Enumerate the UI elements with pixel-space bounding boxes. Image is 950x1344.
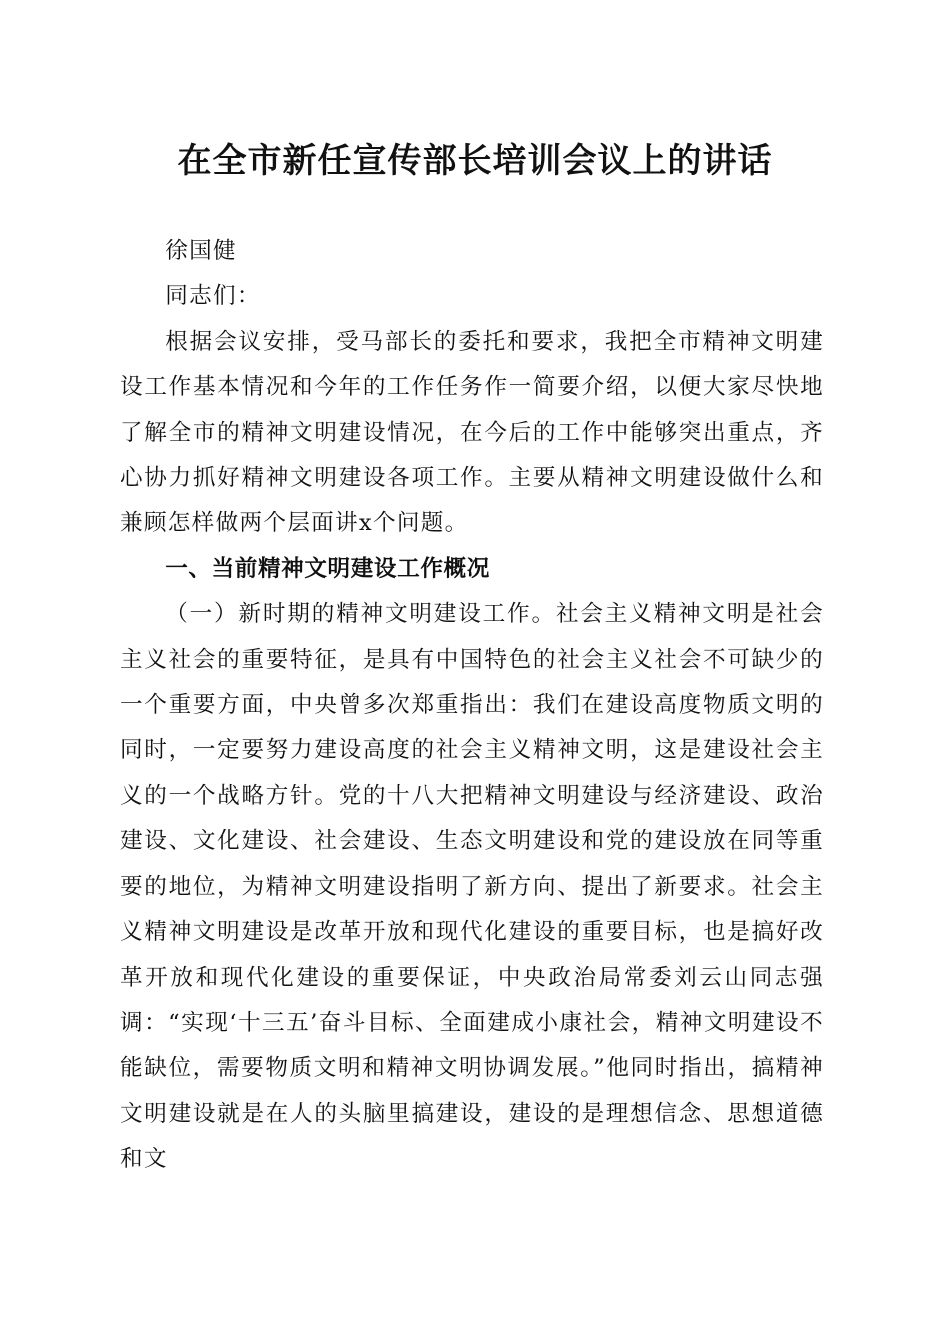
salutation: 同志们： <box>165 283 261 310</box>
intro-paragraph: 根据会议安排，受马部长的委托和要求，我把全市精神文明建设工作基本情况和今年的工作任务作一简要介绍，以便大家尽快地了解全市的精神文明建设情况，在今后的工作中能够突出重点，齐心协力抓好精神文明建设各项工作。主要从精神文明建设做什么和兼顾怎样做两个层面讲x个问题。 <box>120 328 824 537</box>
section-heading-1: 一、当前精神文明建设工作概况 <box>165 555 490 582</box>
section-1-paragraph-1: （一）新时期的精神文明建设工作。社会主义精神文明是社会主义社会的重要特征，是具有中国特色的社会主义社会不可缺少的一个重要方面，中央曾多次郑重指出：我们在建设高度物质文明的同时，一定要努力建设高度的社会主义精神文明，这是建设社会主义的一个战略方针。党的十八大把精神文明建设与经济建设、政治建设、文化建设、社会建设、生态文明建设和党的建设放在同等重要的地位，为精神文明建设指明了新方向、提出了新要求。社会主义精神文明建设是改革开放和现代化建设的重要目标，也是搞好改革开放和现代化建设的重要保证，中央政治局常委刘云山同志强调：“实现‘十三五’奋斗目标、全面建成小康社会，精神文明建设不能缺位，需要物质文明和精神文明协调发展。”他同时指出，搞精神文明建设就是在人的头脑里搞建设，建设的是理想信念、思想道德和文 <box>120 601 824 1173</box>
document-body <box>120 229 824 1183</box>
document-title: 在全市新任宣传部长培训会议上的讲话 <box>177 141 773 181</box>
author-name: 徐国健 <box>165 238 237 264</box>
